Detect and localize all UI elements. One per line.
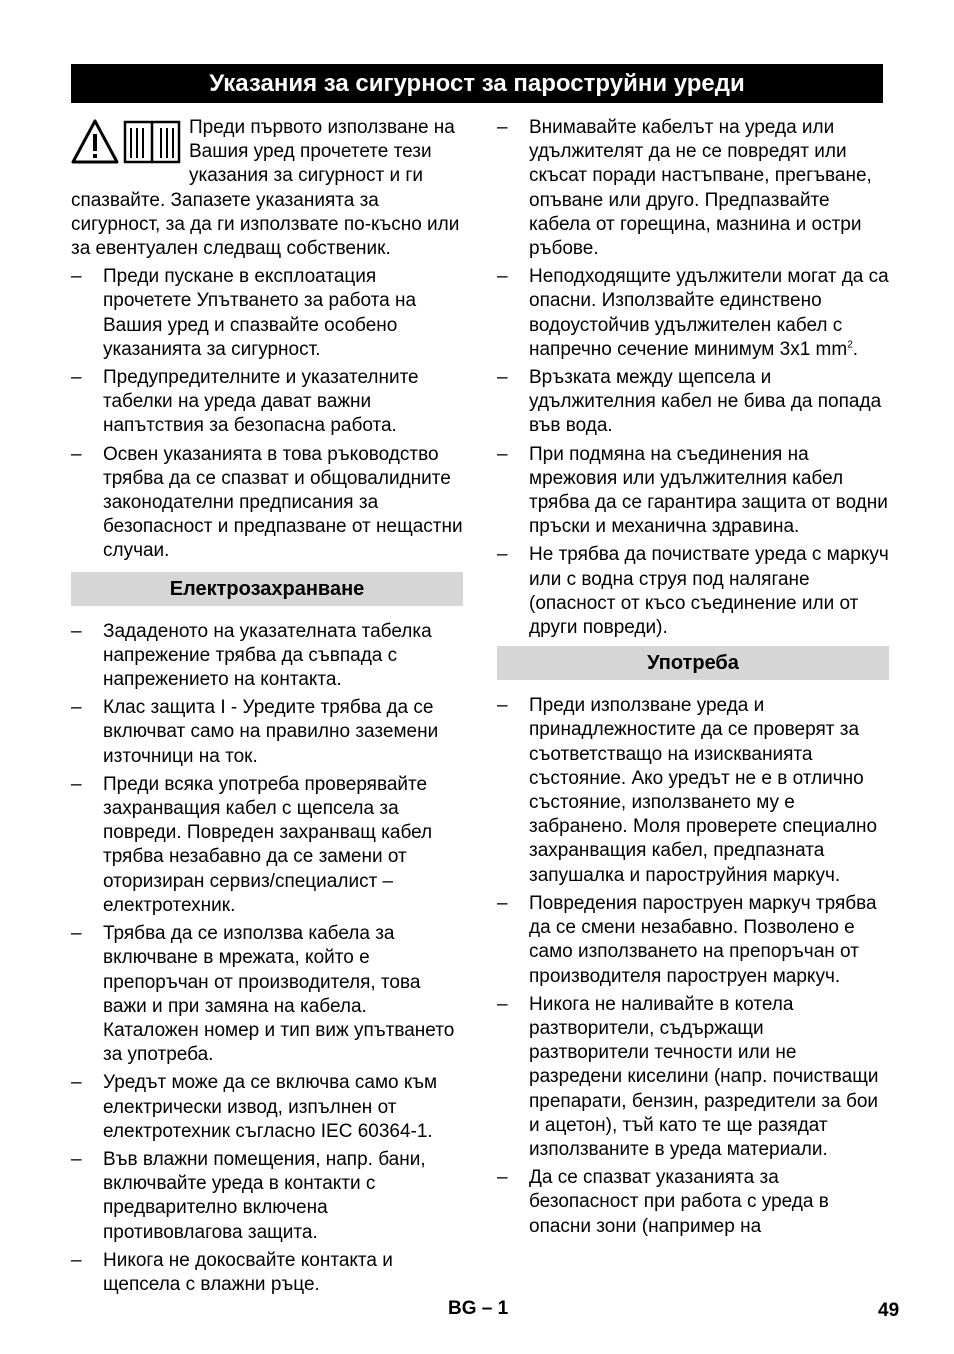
section-heading-use: Употреба [497,646,889,680]
intro-paragraph [71,116,463,261]
left-column [71,116,463,1301]
list-item: – Преди всяка употреба проверявайте захранващия кабел с щепсела за повреди. Повреден захранващ кабел трябва незабавно да се замени от оторизиран сервиз/специалист – електротехник. [71,773,433,916]
list-item: – Преди използване уреда и принадлежностите да се проверят за съответстващо на изискванията състояние. Ако уредът не е в отлично състояние, използването му е забранено. Моля проверете специално захранващия кабел, предпазната запушалка и пароструйния маркуч. [497,695,878,886]
list-item: – При подмяна на съединения на мрежовия или удължителния кабел трябва да се гарантира защита от водни пръски и механична здравина. [497,443,888,538]
manual-book-icon [125,122,179,162]
list-item: – Никога не докосвайте контакта и щепсела с влажни ръце. [71,1249,393,1295]
page-number: 49 [878,1300,900,1321]
list-item: – Не трябва да почиствате уреда с маркуч или с водна струя под налягане (опасност от късо съединение или от други повреди). [497,544,889,639]
section-heading-power: Електрозахранване [71,572,463,606]
right-column [497,116,889,1243]
list-item: – Уредът може да се включва само към електрически извод, изпълнен от електротехник съгласно IEC 60364-1. [71,1072,438,1142]
intro-text: Преди първото използване на Вашия уред прочетете тези указания за сигурност и ги спазвайте. Запазете указанията за сигурност, за да ги използвате по-късно или за евентуален следващ собственик. [71,117,460,260]
list-item: – Връзката между щепсела и удължителния кабел не бива да попада във вода. [497,367,882,437]
list-item: – Повредения пароструен маркуч трябва да се смени незабавно. Позволено е само използването на препоръчан от производителя пароструен маркуч. [497,892,877,987]
list-item: – Освен указанията в това ръководство трябва да се спазват и общовалидните законодателни предписания за безопасност и предпазване от нещастни случаи. [71,443,463,562]
list-item: – Във влажни помещения, напр. бани, включвайте уреда в контакти с предварително включена противовлагова защита. [71,1148,426,1243]
list-item: – Да се спазват указанията за безопасност при работа с уреда в опасни зони (например на [497,1167,829,1237]
cable-safety-list [497,116,889,640]
list-item: – Трябва да се използва кабела за включване в мрежата, който е препоръчан от производителя, това важи и при замяна на кабела. Каталожен номер и тип виж упътването за употреба. [71,923,455,1066]
list-item: – Клас защита I - Уредите трябва да се включват само на правилно заземени източници на ток. [71,697,439,767]
list-item: – Внимавайте кабелът на уреда или удължителят да не се повредят или скъсат поради настъпване, прегъване, опъване или друго. Предпазвайте кабела от горещина, мазнина и остри ръбове. [497,117,872,260]
list-item: – Преди пускане в експлоатация прочетете Упътването за работа на Вашия уред и спазвайте особено указанията за сигурност. [71,266,417,360]
warning-and-manual-icons [71,118,183,168]
superscript: 2 [847,339,853,351]
use-list [497,694,889,1238]
list-item: – Зададеното на указателната табелка напрежение трябва да съвпада с напрежението на контакта. [71,620,432,691]
list-item: – Предупредителните и указателните табелки на уреда дават важни напътствия за безопасна работа. [71,367,419,437]
footer-language-code: BG – 1 [448,1298,509,1319]
general-safety-list [71,265,463,563]
list-item: – Никога не наливайте в котела разтворители, съдържащи разтворители течности или не разредени киселини (напр. почистващи препарати, бензин, разредители за бои и ацетон), тъй като те ще разядат използваните в уреда материали. [497,993,879,1160]
page-title: Указания за сигурност за пароструйни уреди [71,64,883,103]
warning-triangle-icon [71,118,183,166]
power-supply-list [71,620,463,1297]
list-item: – Неподходящите удължители могат да са опасни. Използвайте единствено водоустойчив удължителен кабел с напречно сечение минимум 3x1 $mm^2$. [497,266,889,360]
